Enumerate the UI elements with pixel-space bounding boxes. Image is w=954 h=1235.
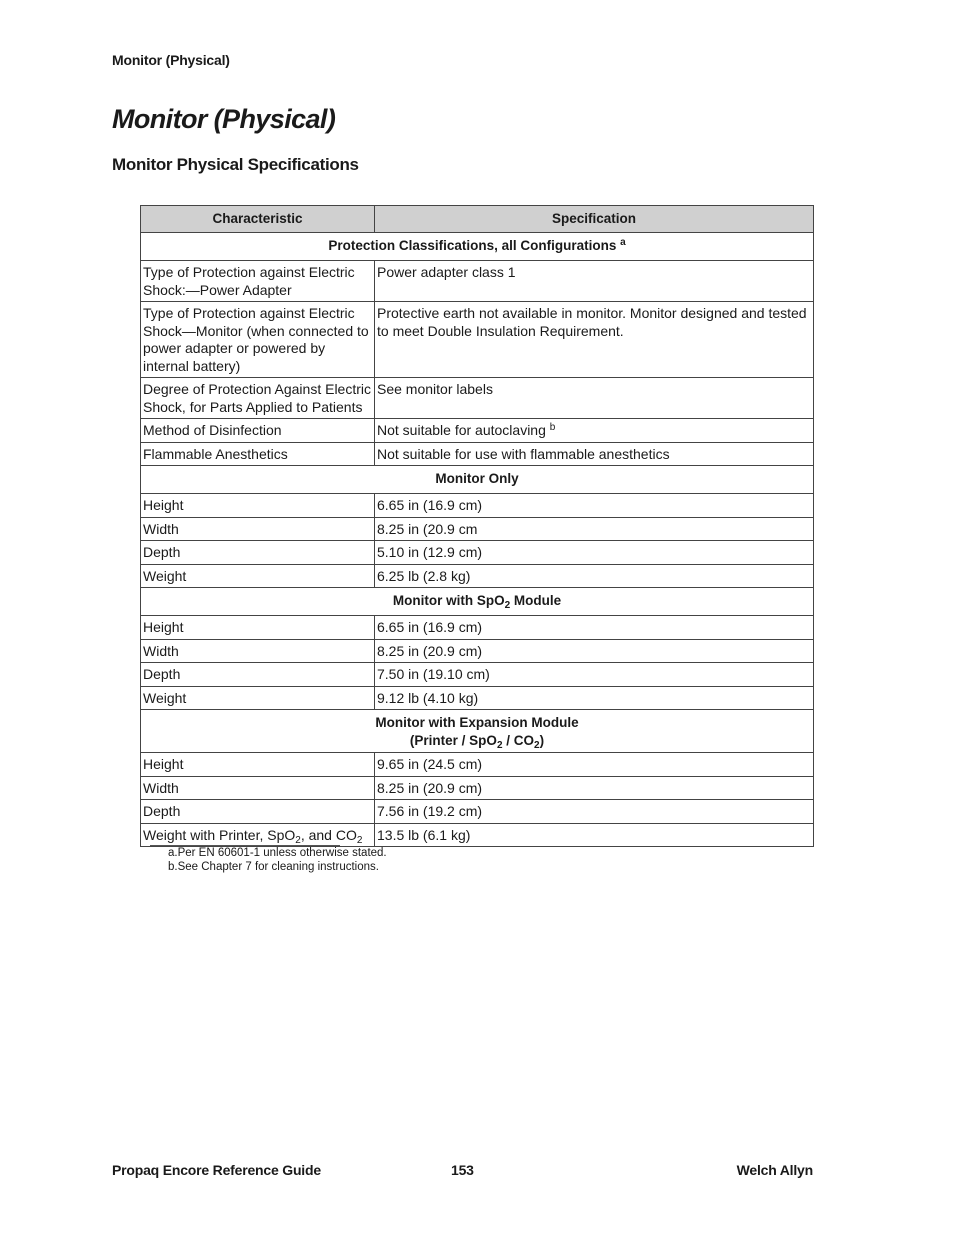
section-title-monitor-only: Monitor Only xyxy=(141,466,814,494)
table-row xyxy=(141,541,814,565)
footer-page-number: 153 xyxy=(451,1162,474,1178)
table-row xyxy=(141,494,814,518)
table-row xyxy=(141,800,814,824)
table-row xyxy=(141,378,814,419)
cell-specification: 8.25 in (20.9 cm) xyxy=(375,639,814,663)
cell-specification: 9.12 lb (4.10 kg) xyxy=(375,686,814,710)
footnote-ref-a[interactable]: a xyxy=(620,237,626,248)
table-row xyxy=(141,663,814,687)
cell-characteristic: Depth xyxy=(141,800,375,824)
table-row xyxy=(141,517,814,541)
page-title: Monitor (Physical) xyxy=(112,104,336,134)
section-title-protection: Protection Classifications, all Configurations $^a$ xyxy=(141,233,814,261)
spec-table xyxy=(140,205,814,847)
cell-specification: Protective earth not available in monitor. Monitor designed and tested to meet Double Insulation Requirement. xyxy=(375,302,814,378)
cell-specification: 5.10 in (12.9 cm) xyxy=(375,541,814,565)
cell-characteristic: Weight xyxy=(141,564,375,588)
cell-specification: Not suitable for use with flammable anesthetics xyxy=(375,442,814,466)
cell-specification: 6.65 in (16.9 cm) xyxy=(375,494,814,518)
cell-specification: 6.65 in (16.9 cm) xyxy=(375,616,814,640)
footnote-b: b.See Chapter 7 for cleaning instructions. xyxy=(168,861,379,873)
section-row xyxy=(141,233,814,261)
section-row xyxy=(141,588,814,616)
cell-specification: 13.5 lb (6.1 kg) xyxy=(375,823,814,847)
table-header-row xyxy=(141,206,814,233)
cell-specification: See monitor labels xyxy=(375,378,814,419)
cell-characteristic: Flammable Anesthetics xyxy=(141,442,375,466)
cell-characteristic: Width xyxy=(141,517,375,541)
cell-specification: 9.65 in (24.5 cm) xyxy=(375,753,814,777)
footer-brand: Welch Allyn xyxy=(736,1162,813,1178)
cell-characteristic: Height xyxy=(141,616,375,640)
column-header-characteristic: Characteristic xyxy=(141,206,375,233)
table-row xyxy=(141,442,814,466)
cell-characteristic: Width xyxy=(141,639,375,663)
cell-specification: Power adapter class 1 xyxy=(375,261,814,302)
column-header-specification: Specification xyxy=(375,206,814,233)
cell-characteristic: Height xyxy=(141,753,375,777)
cell-characteristic: Weight xyxy=(141,686,375,710)
cell-specification: 7.56 in (19.2 cm) xyxy=(375,800,814,824)
table-row xyxy=(141,686,814,710)
table-row xyxy=(141,616,814,640)
section-row xyxy=(141,466,814,494)
cell-specification: 6.25 lb (2.8 kg) xyxy=(375,564,814,588)
cell-specification: 7.50 in (19.10 cm) xyxy=(375,663,814,687)
cell-characteristic: Method of Disinfection xyxy=(141,419,375,443)
cell-characteristic: Weight with Printer, SpO$_2$, and $CO_2$ xyxy=(141,823,375,847)
table-row xyxy=(141,776,814,800)
cell-characteristic: Width xyxy=(141,776,375,800)
cell-specification: 8.25 in (20.9 cm) xyxy=(375,776,814,800)
table-row xyxy=(141,261,814,302)
table-row xyxy=(141,564,814,588)
footer-guide-title: Propaq Encore Reference Guide xyxy=(112,1162,321,1178)
table-row xyxy=(141,419,814,443)
section-title-expansion-module: Monitor with Expansion Module (Printer / $SpO_2 / CO_2$) xyxy=(141,710,814,753)
section-row xyxy=(141,710,814,753)
cell-specification: 8.25 in (20.9 cm xyxy=(375,517,814,541)
table-row xyxy=(141,302,814,378)
section-title-spo2-module: Monitor with SpO$_2$ Module xyxy=(141,588,814,616)
table-row xyxy=(141,753,814,777)
cell-characteristic: Height xyxy=(141,494,375,518)
running-head: Monitor (Physical) xyxy=(112,52,230,68)
section-heading: Monitor Physical Specifications xyxy=(112,155,359,174)
cell-characteristic: Type of Protection against Electric Shock—Monitor (when connected to power adapter or powered by internal battery) xyxy=(141,302,375,378)
cell-characteristic: Depth xyxy=(141,663,375,687)
cell-characteristic: Type of Protection against Electric Shock:—Power Adapter xyxy=(141,261,375,302)
table-row xyxy=(141,639,814,663)
table-row xyxy=(141,823,814,847)
footnote-a: a.Per EN 60601-1 unless otherwise stated. xyxy=(168,847,387,859)
cell-characteristic: Degree of Protection Against Electric Shock, for Parts Applied to Patients xyxy=(141,378,375,419)
footnote-ref-b[interactable]: b xyxy=(549,422,556,433)
footnotes xyxy=(168,846,387,874)
cell-characteristic: Depth xyxy=(141,541,375,565)
cell-specification: Not suitable for autoclaving $^b$ xyxy=(375,419,814,443)
